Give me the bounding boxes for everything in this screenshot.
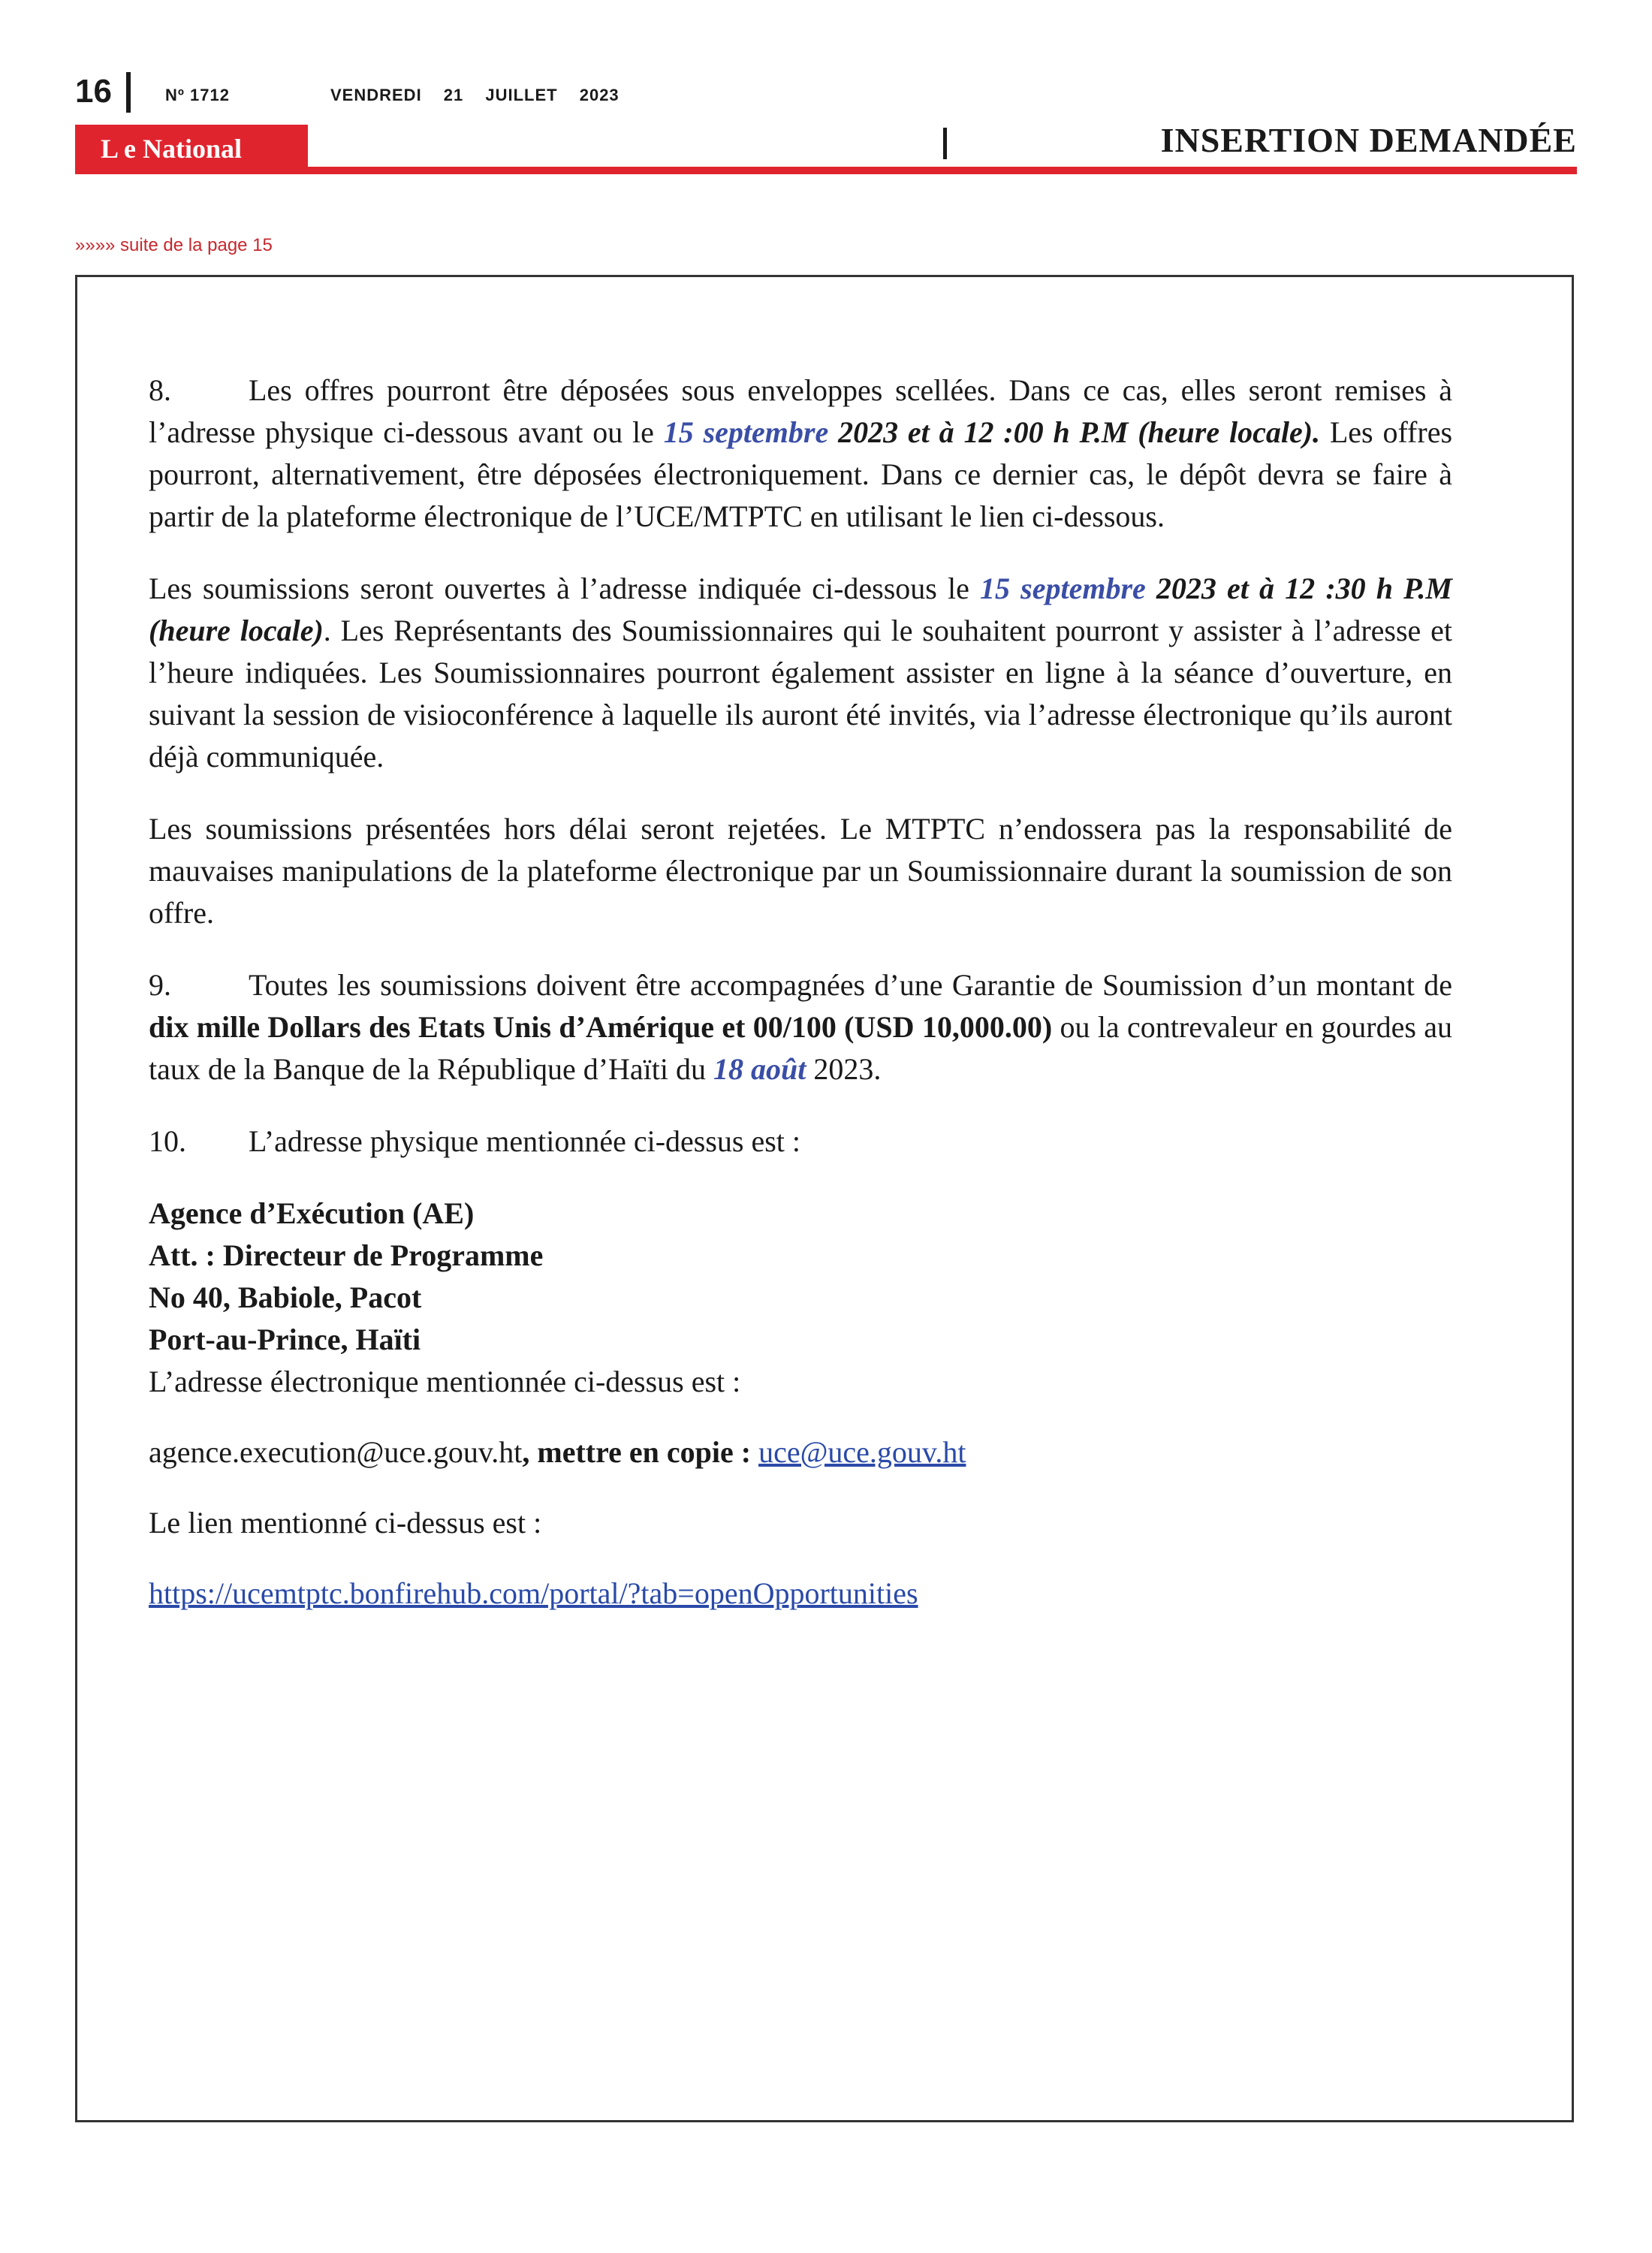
portal-link[interactable]: https://ucemtptc.bonfirehub.com/portal/?tab=openOpportunities	[149, 1576, 918, 1610]
primary-email: agence.execution@uce.gouv.ht	[149, 1435, 523, 1469]
paragraph-opening	[149, 568, 1452, 778]
paragraph-late: Les soumissions présentées hors délai seront rejetées. Le MTPTC n’endossera pas la responsabilité de mauvaises manipulations de la plateforme électronique par un Soumissionnaire durant la soumission de son offre.	[149, 812, 1452, 930]
address-line: Port-au-Prince, Haïti	[149, 1323, 421, 1356]
exchange-rate-date: 18 août	[713, 1052, 806, 1086]
paragraph-text: ou la contrevaleur en gourdes au taux de la Banque de la République d’Haïti du	[149, 1010, 1452, 1086]
paragraph-text: L’adresse physique mentionnée ci-dessus est :	[249, 1124, 801, 1158]
address-line: Att. : Directeur de Programme	[149, 1238, 544, 1272]
cc-label: , mettre en copie :	[522, 1435, 759, 1469]
address-line: No 40, Babiole, Pacot	[149, 1280, 422, 1314]
section-title: INSERTION DEMANDÉE	[1160, 121, 1577, 159]
continuation-note: »»»» suite de la page 15	[75, 235, 273, 255]
header-rule	[75, 167, 1577, 174]
address-line: Agence d’Exécution (AE)	[149, 1196, 475, 1230]
deposit-time: 2023 et à 12 :00 h P.M (heure locale).	[828, 415, 1321, 449]
address-block	[149, 1193, 1452, 1403]
email-line	[149, 1431, 1452, 1473]
item-number: 9.	[149, 968, 171, 1002]
guarantee-amount: dix mille Dollars des Etats Unis d’Amérique et 00/100 (USD 10,000.00)	[149, 1010, 1053, 1044]
paragraph-9	[149, 964, 1452, 1090]
paragraph-8	[149, 369, 1452, 538]
page-number: 16	[75, 73, 112, 110]
page-number-divider	[126, 72, 131, 113]
paragraph-text: 2023.	[806, 1052, 882, 1086]
paragraph-text: Les offres pourront être déposées sous enveloppes scellées. Dans ce cas, elles seront remises à l’adresse physique ci-dessous avant ou le	[149, 373, 1452, 449]
item-number: 8.	[149, 373, 171, 407]
portal-link-line	[149, 1573, 1452, 1615]
paragraph-text: Les soumissions seront ouvertes à l’adresse indiquée ci-dessous le	[149, 572, 980, 605]
newspaper-name: L e National	[101, 134, 243, 164]
opening-date: 15 septembre	[980, 572, 1146, 605]
paragraph-10	[149, 1120, 1452, 1163]
deposit-date: 15 septembre	[663, 415, 829, 449]
paragraph-text: . Les Représentants des Soumissionnaires qui le souhaitent pourront y assister à l’adresse et l’heure indiquées. Les Soumissionnaires pourront également assister en ligne à la séance d’ouverture, en suivant la session de visioconférence à laquelle ils auront été invités, via l’adresse électronique qu’ils auront déjà communiquée.	[149, 614, 1452, 774]
paragraph-text: Toutes les soumissions doivent être accompagnées d’une Garantie de Soumission d’un montant de	[249, 968, 1452, 1002]
paragraph-text: Les offres pourront, alternativement, être déposées électroniquement. Dans ce dernier cas, le dépôt devra se faire à partir de la plateforme électronique de l’UCE/MTPTC en utilisant le lien ci-dessous.	[149, 415, 1453, 533]
cc-email-link[interactable]: uce@uce.gouv.ht	[758, 1435, 966, 1469]
issue-number: Nº 1712	[165, 86, 230, 104]
link-intro: Le lien mentionné ci-dessus est :	[149, 1506, 542, 1540]
notice-body	[149, 369, 1452, 1615]
email-intro: L’adresse électronique mentionnée ci-dessus est :	[149, 1365, 741, 1398]
publication-date: VENDREDI 21 JUILLET 2023	[330, 86, 620, 104]
header-divider	[943, 128, 947, 159]
item-number: 10.	[149, 1124, 186, 1158]
opening-time: 2023 et à 12 :30 h P.M (heure locale)	[149, 572, 1453, 647]
